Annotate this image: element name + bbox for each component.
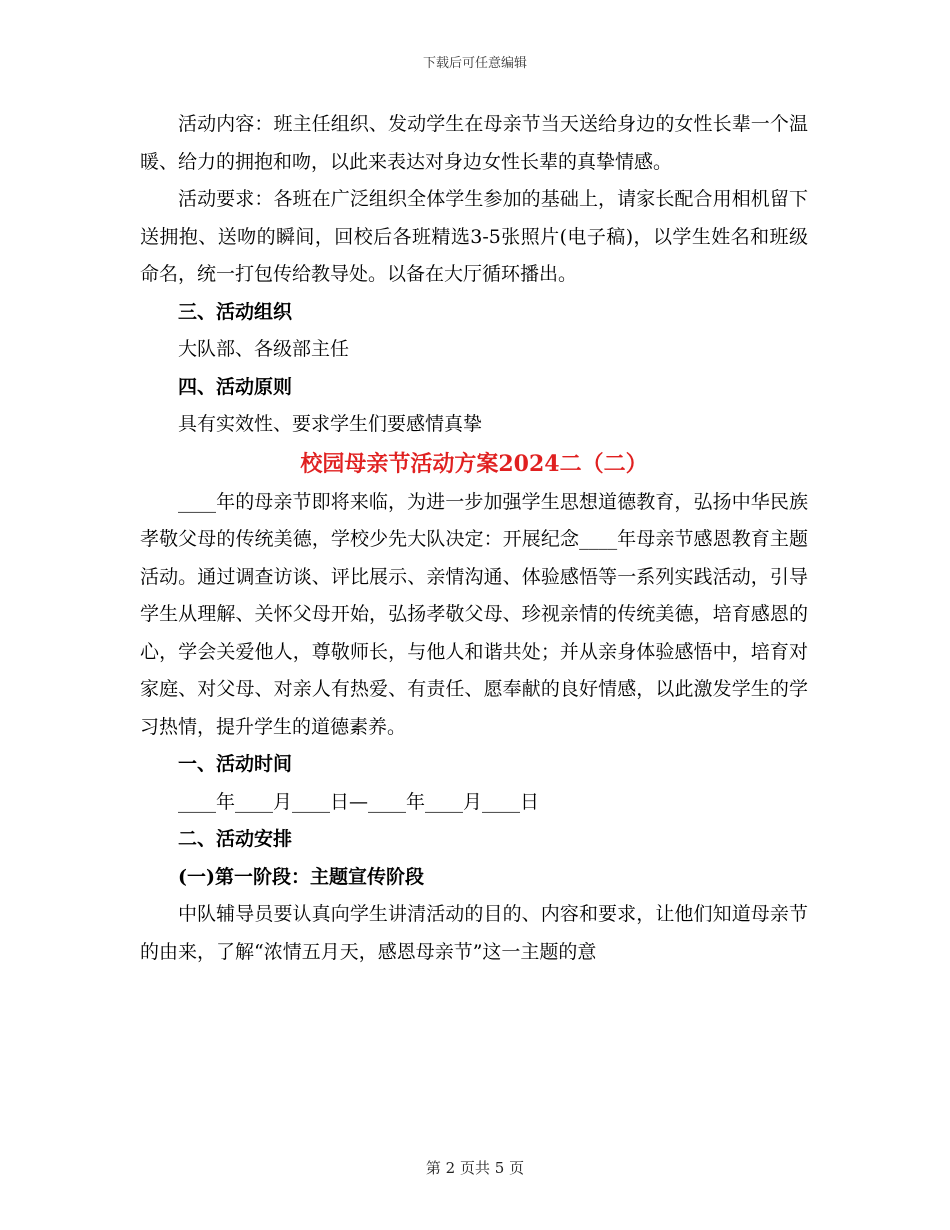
subsection-heading-stage-one: (一)第一阶段：主题宣传阶段 bbox=[178, 865, 424, 888]
document-title: 校园母亲节活动方案2024二（二） bbox=[300, 450, 648, 477]
paragraph-time: ____年____月____日—____年____月____日 bbox=[178, 790, 540, 813]
section-heading-organization: 三、活动组织 bbox=[178, 300, 293, 323]
page-footer: 第 2 页共 5 页 bbox=[425, 1159, 525, 1177]
section-heading-time: 一、活动时间 bbox=[178, 753, 293, 775]
paragraph-principles: 具有实效性、要求学生们要感情真挚 bbox=[178, 413, 483, 435]
document-body bbox=[140, 106, 808, 971]
paragraph-activity-requirements: 活动要求：各班在广泛组织全体学生参加的基础上，请家长配合用相机留下送拥抱、送吻的瞬间，回校后各班精选3-5张照片(电子稿)，以学生姓名和班级命名，统一打包传给教导处。以备在大厅循环播出。 bbox=[140, 188, 808, 285]
paragraph-stage-one: 中队辅导员要认真向学生讲清活动的目的、内容和要求，让他们知道母亲节的由来，了解“浓情五月天，感恩母亲节”这一主题的意 bbox=[140, 903, 808, 963]
section-heading-arrangement: 二、活动安排 bbox=[178, 828, 293, 850]
paragraph-organization: 大队部、各级部主任 bbox=[178, 338, 350, 360]
page-header: 下载后可任意编辑 bbox=[422, 56, 527, 71]
paragraph-activity-content: 活动内容：班主任组织、发动学生在母亲节当天送给身边的女性长辈一个温暖、给力的拥抱和吻，以此来表达对身边女性长辈的真挚情感。 bbox=[140, 113, 808, 173]
section-heading-principles: 四、活动原则 bbox=[178, 375, 293, 398]
paragraph-introduction: ____年的母亲节即将来临，为进一步加强学生思想道德教育，弘扬中华民族孝敬父母的传统美德，学校少先大队决定：开展纪念____年母亲节感恩教育主题活动。通过调查访谈、评比展示、亲情沟通、体验感悟等一系列实践活动，引导学生从理解、关怀父母开始，弘扬孝敬父母、珍视亲情的传统美德，培育感恩的心，学会关爱他人，尊敬师长，与他人和谐共处；并从亲身体验感悟中，培育对家庭、对父母、对亲人有热爱、有责任、愿奉献的良好情感，以此激发学生的学习热情，提升学生的道德素养。 bbox=[140, 490, 808, 738]
